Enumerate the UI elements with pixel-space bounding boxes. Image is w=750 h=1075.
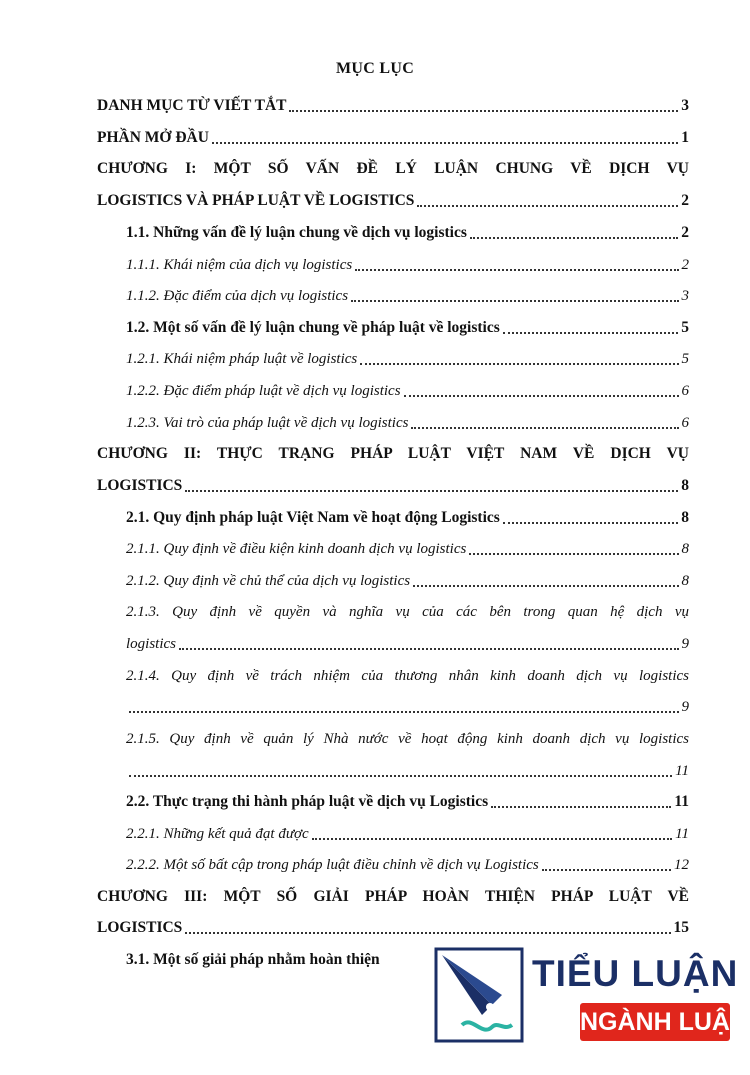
toc-entry-text: DANH MỤC TỪ VIẾT TẮT xyxy=(97,97,287,114)
toc-entry-text: 1.1.2. Đặc điểm của dịch vụ logistics xyxy=(126,288,349,304)
toc-entry-page: 5 xyxy=(681,319,689,336)
toc-entry-page: 8 xyxy=(681,541,689,557)
toc-entry-2-1-4-line1[interactable]: 2.1.4. Quy định về trách nhiệm của thương nhân kinh doanh dịch vụ logistics xyxy=(126,668,689,684)
toc-entry-1-1[interactable] xyxy=(126,223,689,243)
toc-entry-chapter-2-line1[interactable]: CHƯƠNG II: THỰC TRẠNG PHÁP LUẬT VIỆT NAM VỀ DỊCH VỤ xyxy=(97,445,689,462)
toc-entry-2-2-2[interactable] xyxy=(126,855,689,875)
toc-entry-chapter-3-line1[interactable]: CHƯƠNG III: MỘT SỐ GIẢI PHÁP HOÀN THIỆN PHÁP LUẬT VỀ xyxy=(97,888,689,905)
toc-leader-dots xyxy=(542,869,671,871)
toc-entry-2-1-4[interactable] xyxy=(126,697,689,717)
toc-entry-introduction[interactable] xyxy=(97,128,689,148)
toc-leader-dots xyxy=(470,237,678,239)
toc-entry-3-1[interactable] xyxy=(126,950,426,970)
toc-entry-abbreviations[interactable] xyxy=(97,96,689,116)
toc-entry-page: 12 xyxy=(674,857,689,873)
toc-entry-2-1-2[interactable] xyxy=(126,571,689,591)
toc-entry-2-1[interactable] xyxy=(126,508,689,528)
toc-entry-text: 1.1. Những vấn đề lý luận chung về dịch vụ logistics xyxy=(126,224,467,241)
toc-entry-1-2[interactable] xyxy=(126,318,689,338)
toc-entry-2-1-5-line1[interactable]: 2.1.5. Quy định về quản lý Nhà nước về hoạt động kinh doanh dịch vụ logistics xyxy=(126,731,689,747)
toc-entry-page: 11 xyxy=(674,793,689,810)
toc-leader-dots xyxy=(411,427,678,429)
toc-entry-page: 5 xyxy=(681,351,689,367)
toc-leader-dots xyxy=(351,300,678,302)
toc-entry-1-1-2[interactable] xyxy=(126,286,689,306)
toc-entry-text: LOGISTICS xyxy=(97,477,183,494)
toc-entry-text: 1.2.1. Khái niệm pháp luật về logistics xyxy=(126,351,358,367)
toc-entry-text: 2.2.1. Những kết quả đạt được xyxy=(126,826,309,842)
toc-entry-chapter-3[interactable] xyxy=(97,918,689,938)
toc-leader-dots xyxy=(355,269,678,271)
toc-entry-page: 9 xyxy=(681,699,689,715)
pen-nib-icon xyxy=(432,945,527,1045)
toc-leader-dots xyxy=(185,932,670,934)
toc-entry-page: 11 xyxy=(675,763,689,779)
toc-entry-1-2-3[interactable] xyxy=(126,413,689,433)
toc-entry-1-1-1[interactable] xyxy=(126,255,689,275)
toc-entry-text: 2.2.2. Một số bất cập trong pháp luật điều chỉnh về dịch vụ Logistics xyxy=(126,857,539,873)
toc-entry-page: 3 xyxy=(681,97,689,114)
toc-leader-dots xyxy=(312,838,672,840)
toc-entry-chapter-1[interactable] xyxy=(97,191,689,211)
toc-entry-page: 8 xyxy=(681,573,689,589)
toc-entry-chapter-2[interactable] xyxy=(97,476,689,496)
toc-entry-text: 1.2. Một số vấn đề lý luận chung về pháp luật về logistics xyxy=(126,319,500,336)
toc-leader-dots xyxy=(417,205,678,207)
toc-entry-text: 3.1. Một số giải pháp nhằm hoàn thiện xyxy=(126,951,380,968)
toc-leader-dots xyxy=(179,648,678,650)
toc-entry-text: 1.2.2. Đặc điểm pháp luật về dịch vụ logistics xyxy=(126,383,401,399)
toc-entry-2-2-1[interactable] xyxy=(126,824,689,844)
toc-entry-page: 1 xyxy=(681,129,689,146)
toc-title: MỤC LỤC xyxy=(335,60,415,77)
toc-entry-2-1-1[interactable] xyxy=(126,539,689,559)
toc-entry-1-2-1[interactable] xyxy=(126,349,689,369)
logo-top-text: TIỂU LUẬN xyxy=(532,953,739,994)
toc-entry-page: 2 xyxy=(681,224,689,241)
toc-leader-dots xyxy=(129,711,679,713)
toc-leader-dots xyxy=(404,395,679,397)
toc-entry-text: 2.1.1. Quy định về điều kiện kinh doanh dịch vụ logistics xyxy=(126,541,467,557)
toc-leader-dots xyxy=(212,142,678,144)
toc-leader-dots xyxy=(360,363,678,365)
toc-entry-text: 2.1.2. Quy định về chủ thể của dịch vụ logistics xyxy=(126,573,411,589)
toc-entry-text: 1.1.1. Khái niệm của dịch vụ logistics xyxy=(126,257,353,273)
toc-entry-page: 9 xyxy=(681,636,689,652)
toc-entry-2-2[interactable] xyxy=(126,792,689,812)
logo-bottom-text: NGÀNH LUẬT xyxy=(580,1003,730,1041)
toc-entry-2-1-3[interactable] xyxy=(126,634,689,654)
toc-leader-dots xyxy=(413,585,678,587)
toc-entry-text: LOGISTICS xyxy=(97,919,183,936)
toc-leader-dots xyxy=(289,110,678,112)
toc-entry-text: logistics xyxy=(126,636,177,652)
toc-leader-dots xyxy=(491,806,671,808)
toc-leader-dots xyxy=(503,522,678,524)
toc-entry-page: 6 xyxy=(681,415,689,431)
toc-leader-dots xyxy=(503,332,678,334)
toc-leader-dots xyxy=(185,490,678,492)
toc-entry-text: 1.2.3. Vai trò của pháp luật về dịch vụ logistics xyxy=(126,415,409,431)
toc-leader-dots xyxy=(469,553,678,555)
toc-entry-text: LOGISTICS VÀ PHÁP LUẬT VỀ LOGISTICS xyxy=(97,192,415,209)
toc-entry-page: 2 xyxy=(681,192,689,209)
toc-entry-2-1-3-line1[interactable]: 2.1.3. Quy định về quyền và nghĩa vụ của các bên trong quan hệ dịch vụ xyxy=(126,604,689,620)
toc-entry-page: 15 xyxy=(673,919,689,936)
toc-entry-page: 3 xyxy=(681,288,689,304)
toc-entry-text: 2.2. Thực trạng thi hành pháp luật về dịch vụ Logistics xyxy=(126,793,489,810)
watermark-logo xyxy=(432,945,746,1045)
toc-entry-page: 11 xyxy=(675,826,689,842)
toc-entry-page: 8 xyxy=(681,477,689,494)
toc-leader-dots xyxy=(129,775,672,777)
toc-entry-page: 2 xyxy=(681,257,689,273)
toc-entry-text: 2.1. Quy định pháp luật Việt Nam về hoạt động Logistics xyxy=(126,509,500,526)
toc-entry-1-2-2[interactable] xyxy=(126,381,689,401)
toc-entry-text: PHẦN MỞ ĐẦU xyxy=(97,129,209,146)
toc-entry-2-1-5[interactable] xyxy=(126,761,689,781)
toc-entry-page: 6 xyxy=(681,383,689,399)
toc-entry-page: 8 xyxy=(681,509,689,526)
toc-entry-chapter-1-line1[interactable]: CHƯƠNG I: MỘT SỐ VẤN ĐỀ LÝ LUẬN CHUNG VỀ DỊCH VỤ xyxy=(97,160,689,177)
